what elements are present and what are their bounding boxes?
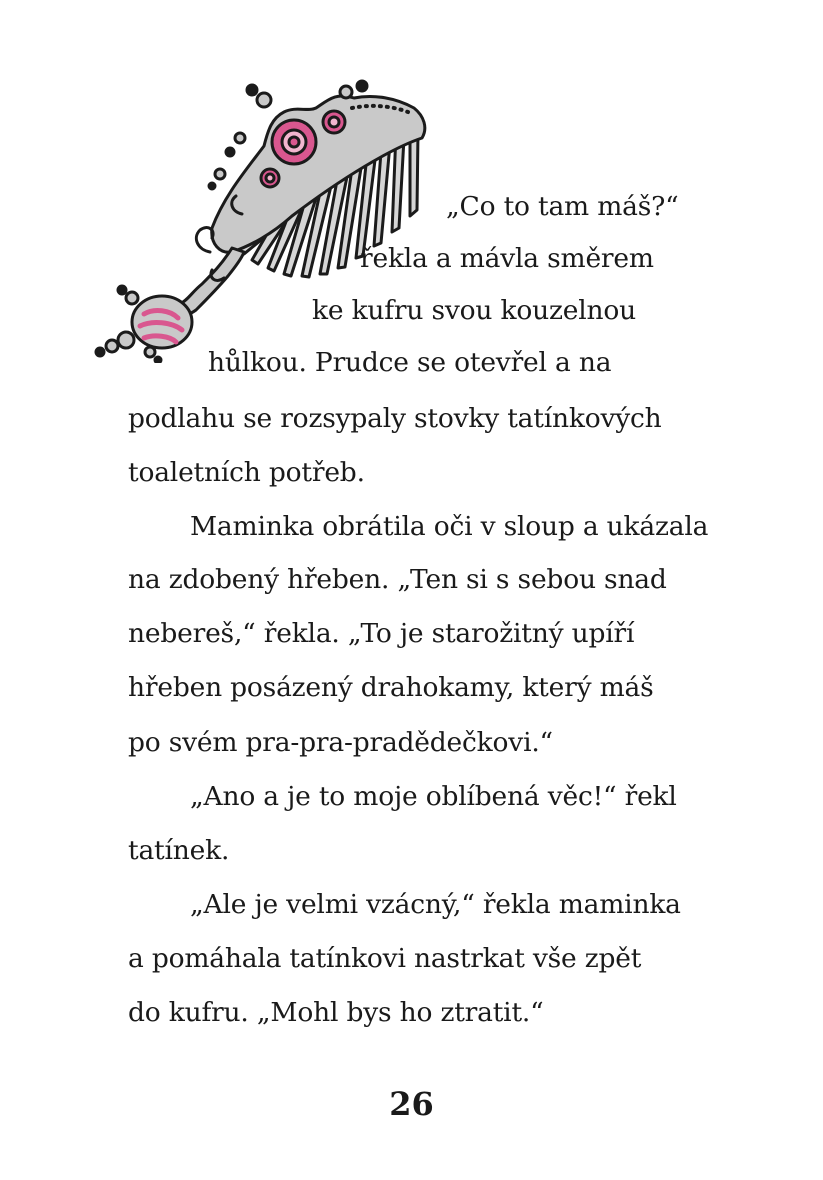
text-line: Maminka obrátila oči v sloup a ukázala <box>190 511 709 542</box>
text-line: toaletních potřeb. <box>128 457 365 488</box>
text-line: do kufru. „Mohl bys ho ztratit.“ <box>128 997 544 1028</box>
text-line: na zdobený hřeben. „Ten si s sebou snad <box>128 564 667 595</box>
text-line: „Ale je velmi vzácný,“ řekla maminka <box>190 889 681 920</box>
text-line: „Co to tam máš?“ <box>446 191 679 222</box>
text-line: nebereš,“ řekla. „To je starožitný upíří <box>128 618 635 649</box>
text-line: ke kufru svou kouzelnou <box>312 295 636 326</box>
text-line: po svém pra-pra-pradědečkovi.“ <box>128 727 553 758</box>
text-line: hřeben posázený drahokamy, který máš <box>128 672 654 703</box>
text-line: „Ano a je to moje oblíbená věc!“ řekl <box>190 781 677 812</box>
page-number: 26 <box>389 1085 434 1123</box>
text-line: hůlkou. Prudce se otevřel a na <box>208 347 612 378</box>
text-line: a pomáhala tatínkovi nastrkat vše zpět <box>128 943 642 974</box>
text-line: tatínek. <box>128 835 230 866</box>
text-line: řekla a mávla směrem <box>360 243 654 274</box>
text-line: podlahu se rozsypaly stovky tatínkových <box>128 403 662 434</box>
